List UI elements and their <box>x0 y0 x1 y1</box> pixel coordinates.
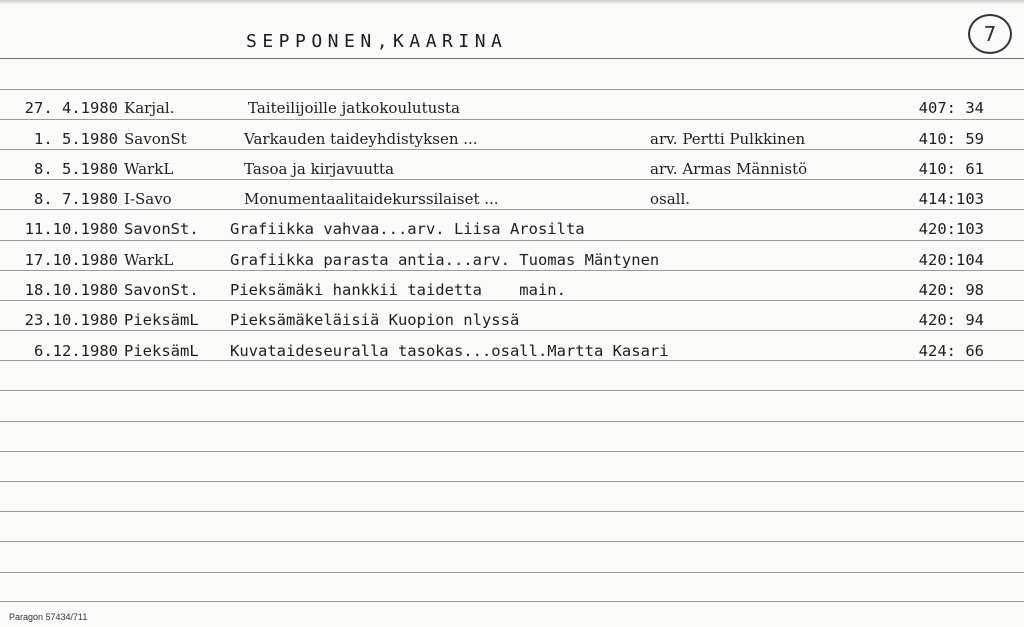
rule-line <box>0 390 1024 391</box>
entry-date: 17.10.1980 <box>24 251 118 269</box>
card-footer: Paragon 57434/711 <box>9 612 88 622</box>
entry-author: arv. Pertti Pulkkinen <box>650 130 806 148</box>
card-number-circle <box>968 14 1012 54</box>
card-title: SEPPONEN,KAARINA <box>246 31 508 52</box>
entry-row <box>0 160 1024 182</box>
entry-author: osall. <box>650 190 691 208</box>
entry-ref: 414:103 <box>918 190 984 208</box>
entry-date: 11.10.1980 <box>24 220 118 238</box>
entry-title: Varkauden taideyhdistyksen ... <box>244 130 478 148</box>
entry-title: Kuvataideseuralla tasokas...osall.Martta Kasari <box>230 342 669 360</box>
entry-ref: 420: 98 <box>918 281 984 299</box>
entry-ref: 410: 59 <box>918 130 984 148</box>
rule-line <box>0 511 1024 512</box>
entry-title: Pieksämäki hankkii taidetta main. <box>230 281 566 299</box>
entry-date: 27. 4.1980 <box>24 99 118 117</box>
card-top-edge <box>0 0 1024 4</box>
entry-row <box>0 220 1024 242</box>
entry-date: 8. 5.1980 <box>34 160 118 178</box>
entry-ref: 420: 94 <box>918 311 984 329</box>
entry-date: 8. 7.1980 <box>34 190 118 208</box>
header-rule <box>0 58 1024 59</box>
entry-title: Pieksämäkeläisiä Kuopion nlyssä <box>230 311 520 329</box>
entry-date: 1. 5.1980 <box>34 130 118 148</box>
entry-title: Tasoa ja kirjavuutta <box>244 160 395 178</box>
entry-title: Taiteilijoille jatkokoulutusta <box>248 99 460 117</box>
entry-title: Grafiikka vahvaa...arv. Liisa Arosilta <box>230 220 585 238</box>
rule-line <box>0 601 1024 602</box>
rule-line <box>0 89 1024 90</box>
rule-line <box>0 541 1024 542</box>
entry-paper: Karjal. <box>124 99 175 117</box>
entry-ref: 407: 34 <box>918 99 984 117</box>
entry-title: Grafiikka parasta antia...arv. Tuomas Mäntynen <box>230 251 660 269</box>
entry-ref: 410: 61 <box>918 160 984 178</box>
entry-paper: PieksämL <box>124 311 199 329</box>
entry-paper: SavonSt <box>124 130 187 148</box>
entry-date: 6.12.1980 <box>34 342 118 360</box>
entry-row <box>0 251 1024 273</box>
card-number: 7 <box>983 22 997 46</box>
entry-paper: PieksämL <box>124 342 199 360</box>
entry-ref: 420:103 <box>918 220 984 238</box>
entry-date: 18.10.1980 <box>24 281 118 299</box>
entry-paper: SavonSt. <box>124 281 199 299</box>
rule-line <box>0 451 1024 452</box>
entry-row <box>0 190 1024 212</box>
entry-paper: WarkL <box>124 251 174 269</box>
rule-line <box>0 481 1024 482</box>
entry-title: Monumentaalitaidekurssilaiset ... <box>244 190 499 208</box>
entry-date: 23.10.1980 <box>24 311 118 329</box>
rule-line <box>0 572 1024 573</box>
entry-paper: WarkL <box>124 160 174 178</box>
rule-line <box>0 421 1024 422</box>
entry-row <box>0 311 1024 333</box>
entry-ref: 420:104 <box>918 251 984 269</box>
entry-paper: SavonSt. <box>124 220 199 238</box>
entry-row <box>0 99 1024 121</box>
entry-row <box>0 281 1024 303</box>
entry-ref: 424: 66 <box>918 342 984 360</box>
entry-row <box>0 130 1024 152</box>
entry-row <box>0 342 1024 364</box>
entry-author: arv. Armas Männistö <box>650 160 808 178</box>
entry-paper: I-Savo <box>124 190 172 208</box>
